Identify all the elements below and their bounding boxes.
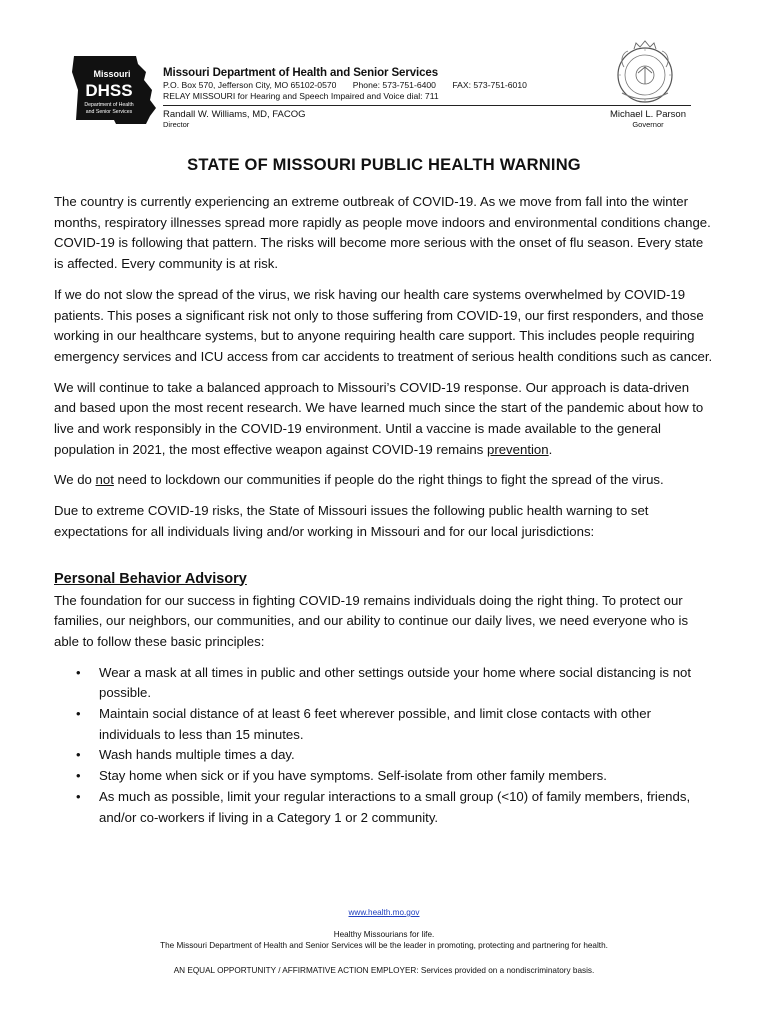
logo-state-text: Missouri bbox=[93, 69, 131, 79]
bullet-icon: • bbox=[76, 747, 81, 763]
bullet-icon: • bbox=[76, 768, 81, 784]
list-item bbox=[54, 787, 714, 828]
governor-title: Governor bbox=[632, 120, 664, 129]
dhss-logo bbox=[66, 50, 158, 128]
agency-name: Missouri Department of Health and Senior Services bbox=[163, 67, 439, 79]
list-item-text: Stay home when sick or if you have symptoms. Self-isolate from other family members. bbox=[99, 768, 607, 784]
paragraph-4-end: need to lockdown our communities if people do the right things to fight the spread of the virus. bbox=[113, 472, 664, 488]
list-item-text: Wear a mask at all times in public and other settings outside your home where social distancing is not possible. bbox=[99, 664, 692, 701]
paragraph-3-text: We will continue to take a balanced approach to Missouri’s COVID-19 response. Our approach is data-driven and based upon the most recent research. We have learned much since the start of the pandemic about how to live and work responsibly in the COVID-19 environment. Until a vaccine is made available to the general population in 2021, the most effective weapon against COVID-19 remains bbox=[54, 379, 704, 457]
agency-phone: Phone: 573-751-6400 bbox=[352, 80, 436, 90]
logo-sub-line2: and Senior Services bbox=[85, 109, 133, 115]
paragraph-2: If we do not slow the spread of the virus, we risk having our health care systems overwhelmed by COVID-19 patients. This poses a significant risk not only to those suffering from COVID-19, our first responders, and those working in our healthcare systems, but to anyone requiring health care support. This includes people requiring emergency services and ICU access from car accidents to treatment of serious health conditions such as cancer. bbox=[54, 286, 713, 364]
document-body bbox=[54, 192, 714, 828]
agency-contact-line bbox=[163, 80, 603, 91]
footer-tagline: Healthy Missourians for life. bbox=[333, 930, 435, 939]
document-title: STATE OF MISSOURI PUBLIC HEALTH WARNING bbox=[187, 156, 581, 174]
governor-block bbox=[610, 109, 686, 130]
advisory-intro: The foundation for our success in fighting COVID-19 remains individuals doing the right thing. To protect our families, our neighbors, our communities, and our ability to continue our daily lives, we need everyone who is able to follow these basic principles: bbox=[54, 592, 689, 649]
list-item-text: Maintain social distance of at least 6 feet wherever possible, and limit close contacts with other individuals to less than 15 minutes. bbox=[99, 706, 651, 742]
director-block bbox=[163, 109, 306, 130]
bullet-icon: • bbox=[76, 664, 81, 680]
advisory-list bbox=[54, 663, 714, 829]
paragraph-4-start: We do bbox=[54, 472, 96, 488]
agency-fax: FAX: 573-751-6010 bbox=[452, 80, 527, 90]
prevention-emphasis: prevention bbox=[487, 441, 549, 457]
director-title: Director bbox=[163, 120, 190, 129]
footer-mission: The Missouri Department of Health and Senior Services will be the leader in promoting, protecting and partnering for health. bbox=[160, 940, 608, 950]
governor-name: Michael L. Parson bbox=[609, 109, 686, 120]
paragraph-3-end: . bbox=[548, 441, 553, 457]
footer-eeo: AN EQUAL OPPORTUNITY / AFFIRMATIVE ACTION EMPLOYER: Services provided on a nondiscriminatory basis. bbox=[173, 966, 595, 975]
bullet-icon: • bbox=[76, 706, 81, 722]
list-item bbox=[54, 766, 714, 787]
bullet-icon: • bbox=[76, 788, 81, 804]
paragraph-1: The country is currently experiencing an extreme outbreak of COVID-19. As we move from fall into the winter months, respiratory illnesses spread more rapidly as people move indoors and environmental conditions change. COVID-19 is following that pattern. The risks will become more serious with the onset of flu season. Every state is affected. Every community is at risk. bbox=[54, 194, 711, 272]
advisory-heading: Personal Behavior Advisory bbox=[54, 570, 247, 587]
list-item bbox=[54, 704, 714, 745]
not-emphasis: not bbox=[95, 472, 114, 488]
state-seal-icon bbox=[610, 37, 680, 107]
paragraph-4 bbox=[54, 470, 714, 491]
list-item bbox=[54, 663, 714, 704]
agency-block bbox=[163, 67, 603, 101]
list-item-text: As much as possible, limit your regular interactions to a small group (<10) of family members, friends, and/or co-workers if living in a Category 1 or 2 community. bbox=[99, 788, 691, 825]
logo-sub-line1: Department of Health bbox=[84, 102, 134, 108]
paragraph-3 bbox=[54, 378, 714, 461]
list-item bbox=[54, 745, 714, 766]
director-name: Randall W. Williams, MD, FACOG bbox=[163, 109, 306, 120]
agency-address: P.O. Box 570, Jefferson City, MO 65102-0570 bbox=[163, 80, 337, 90]
footer-mission-block bbox=[0, 930, 768, 951]
agency-relay: RELAY MISSOURI for Hearing and Speech Impaired and Voice dial: 711 bbox=[163, 90, 439, 101]
list-item-text: Wash hands multiple times a day. bbox=[99, 747, 295, 763]
website-link[interactable]: www.health.mo.gov bbox=[348, 908, 420, 917]
paragraph-5: Due to extreme COVID-19 risks, the State of Missouri issues the following public health warning to set expectations for all individuals living and/or working in Missouri and for our local jurisdictions: bbox=[54, 503, 649, 539]
logo-abbrev-text: DHSS bbox=[85, 81, 133, 100]
